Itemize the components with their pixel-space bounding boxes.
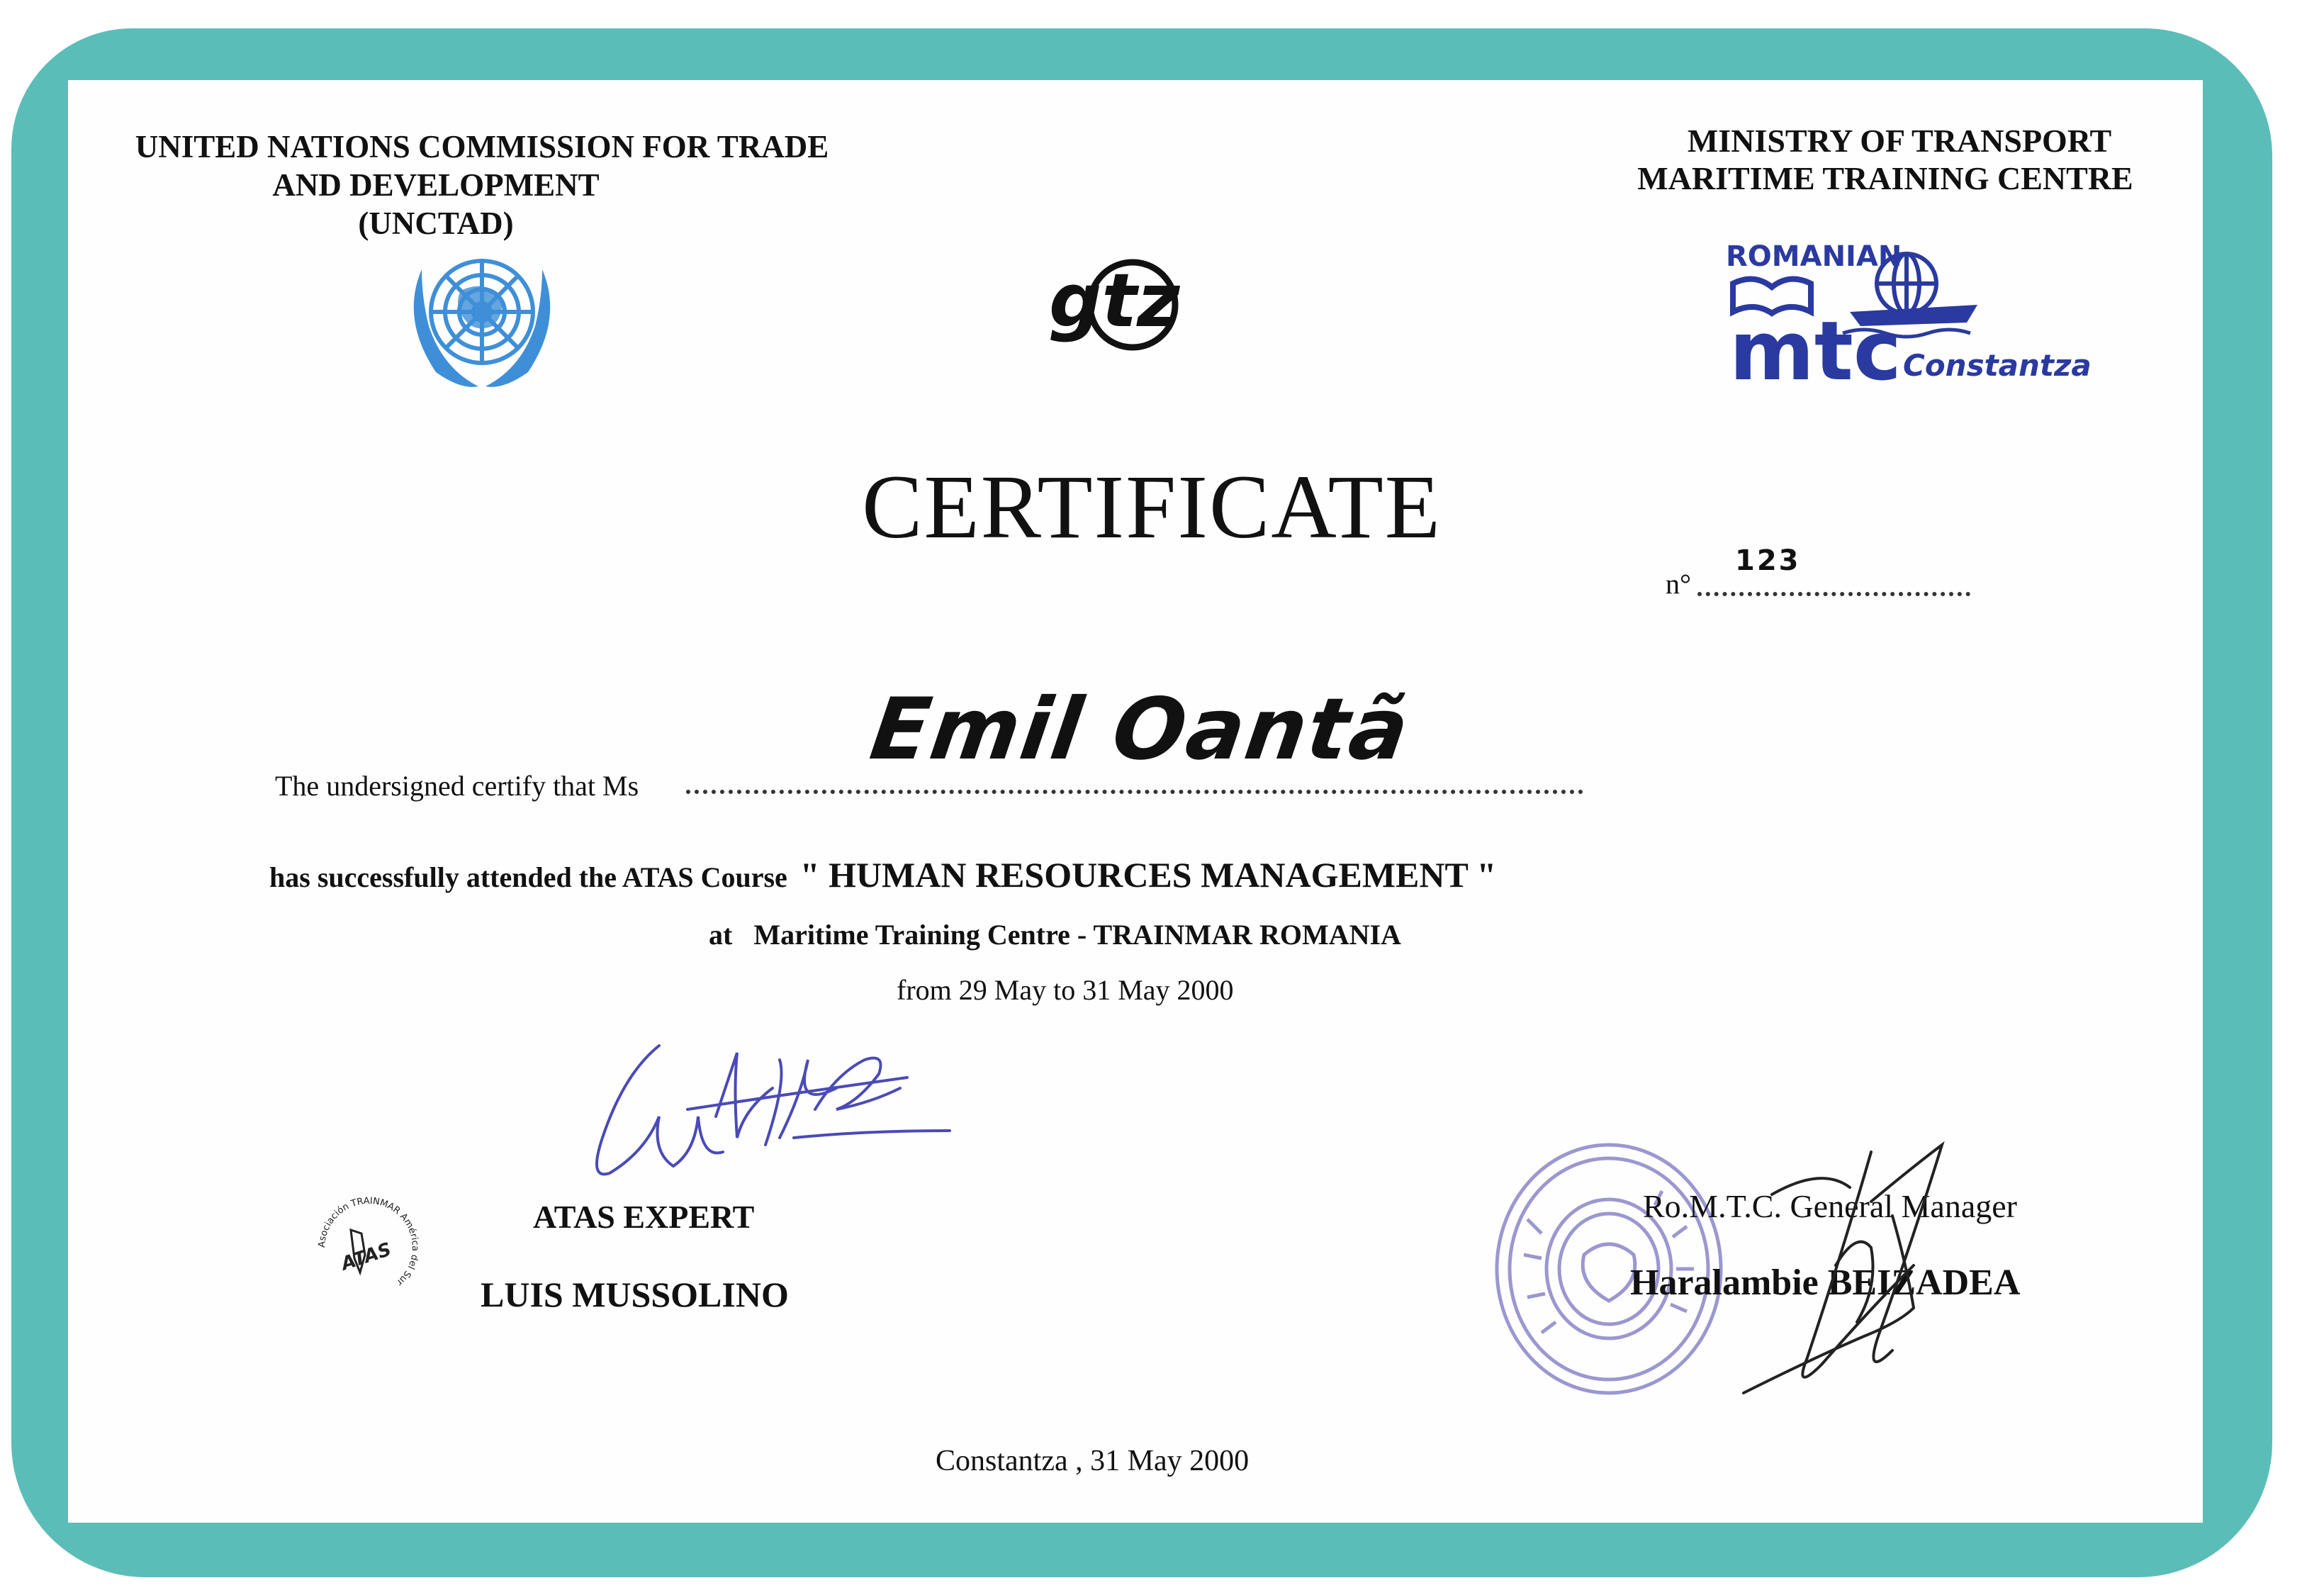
attended-text: has successfully attended the ATAS Course bbox=[269, 861, 787, 893]
mtc-logo bbox=[1722, 234, 2092, 399]
certificate-number-label: n° bbox=[1666, 568, 1691, 600]
location-line bbox=[709, 918, 1401, 951]
location-at: at bbox=[709, 919, 733, 951]
mtc-logo-main-text: mtc bbox=[1729, 304, 1902, 399]
left-signature bbox=[567, 1031, 964, 1209]
left-signatory-title: ATAS EXPERT bbox=[533, 1199, 755, 1235]
certificate-number-value: 123 bbox=[1735, 544, 1801, 577]
course-line bbox=[269, 854, 1616, 895]
gtz-logo-text: gtz bbox=[1049, 257, 1180, 344]
gtz-logo bbox=[1042, 252, 1198, 358]
atas-ring-text: Asociación TRAINMAR América del Sur bbox=[316, 1195, 421, 1288]
location-text: Maritime Training Centre - TRAINMAR ROMANIA bbox=[753, 919, 1401, 951]
right-signatory-title: Ro.M.T.C. General Manager bbox=[1643, 1188, 2017, 1224]
place-date: Constantza , 31 May 2000 bbox=[936, 1445, 1250, 1477]
mtc-logo-top-text: ROMANIAN bbox=[1726, 240, 1902, 273]
left-signatory-name: LUIS MUSSOLINO bbox=[481, 1275, 789, 1314]
recipient-line bbox=[686, 790, 1583, 794]
right-org-line1: MINISTRY OF TRANSPORT bbox=[1687, 123, 2112, 159]
certificate-title: CERTIFICATE bbox=[862, 457, 1442, 557]
atas-logo bbox=[312, 1191, 425, 1304]
right-signature bbox=[1729, 1124, 2027, 1407]
right-org-line2: MARITIME TRAINING CENTRE bbox=[1637, 160, 2133, 196]
right-signatory-name: Haralambie BEIZADEA bbox=[1630, 1263, 2021, 1303]
course-name: " HUMAN RESOURCES MANAGEMENT " bbox=[799, 855, 1497, 895]
left-org-line1: UNITED NATIONS COMMISSION FOR TRADE bbox=[135, 129, 829, 164]
un-emblem-icon bbox=[393, 241, 571, 397]
certify-text: The undersigned certify that Ms bbox=[275, 770, 639, 802]
atas-logo-text: ATAS bbox=[338, 1238, 394, 1275]
left-org-header bbox=[99, 128, 865, 242]
course-dates: from 29 May to 31 May 2000 bbox=[897, 974, 1234, 1006]
svg-text:Asociación TRAINMAR América de bbox=[317, 1196, 420, 1288]
mtc-logo-city-text: Constantza bbox=[1903, 348, 2092, 383]
left-org-line3: (UNCTAD) bbox=[358, 206, 514, 241]
left-org-line2: AND DEVELOPMENT bbox=[272, 167, 600, 203]
certificate-number-line bbox=[1697, 592, 1970, 596]
recipient-name: Emil Oantã bbox=[865, 681, 1416, 779]
right-org-header bbox=[1616, 122, 2155, 197]
